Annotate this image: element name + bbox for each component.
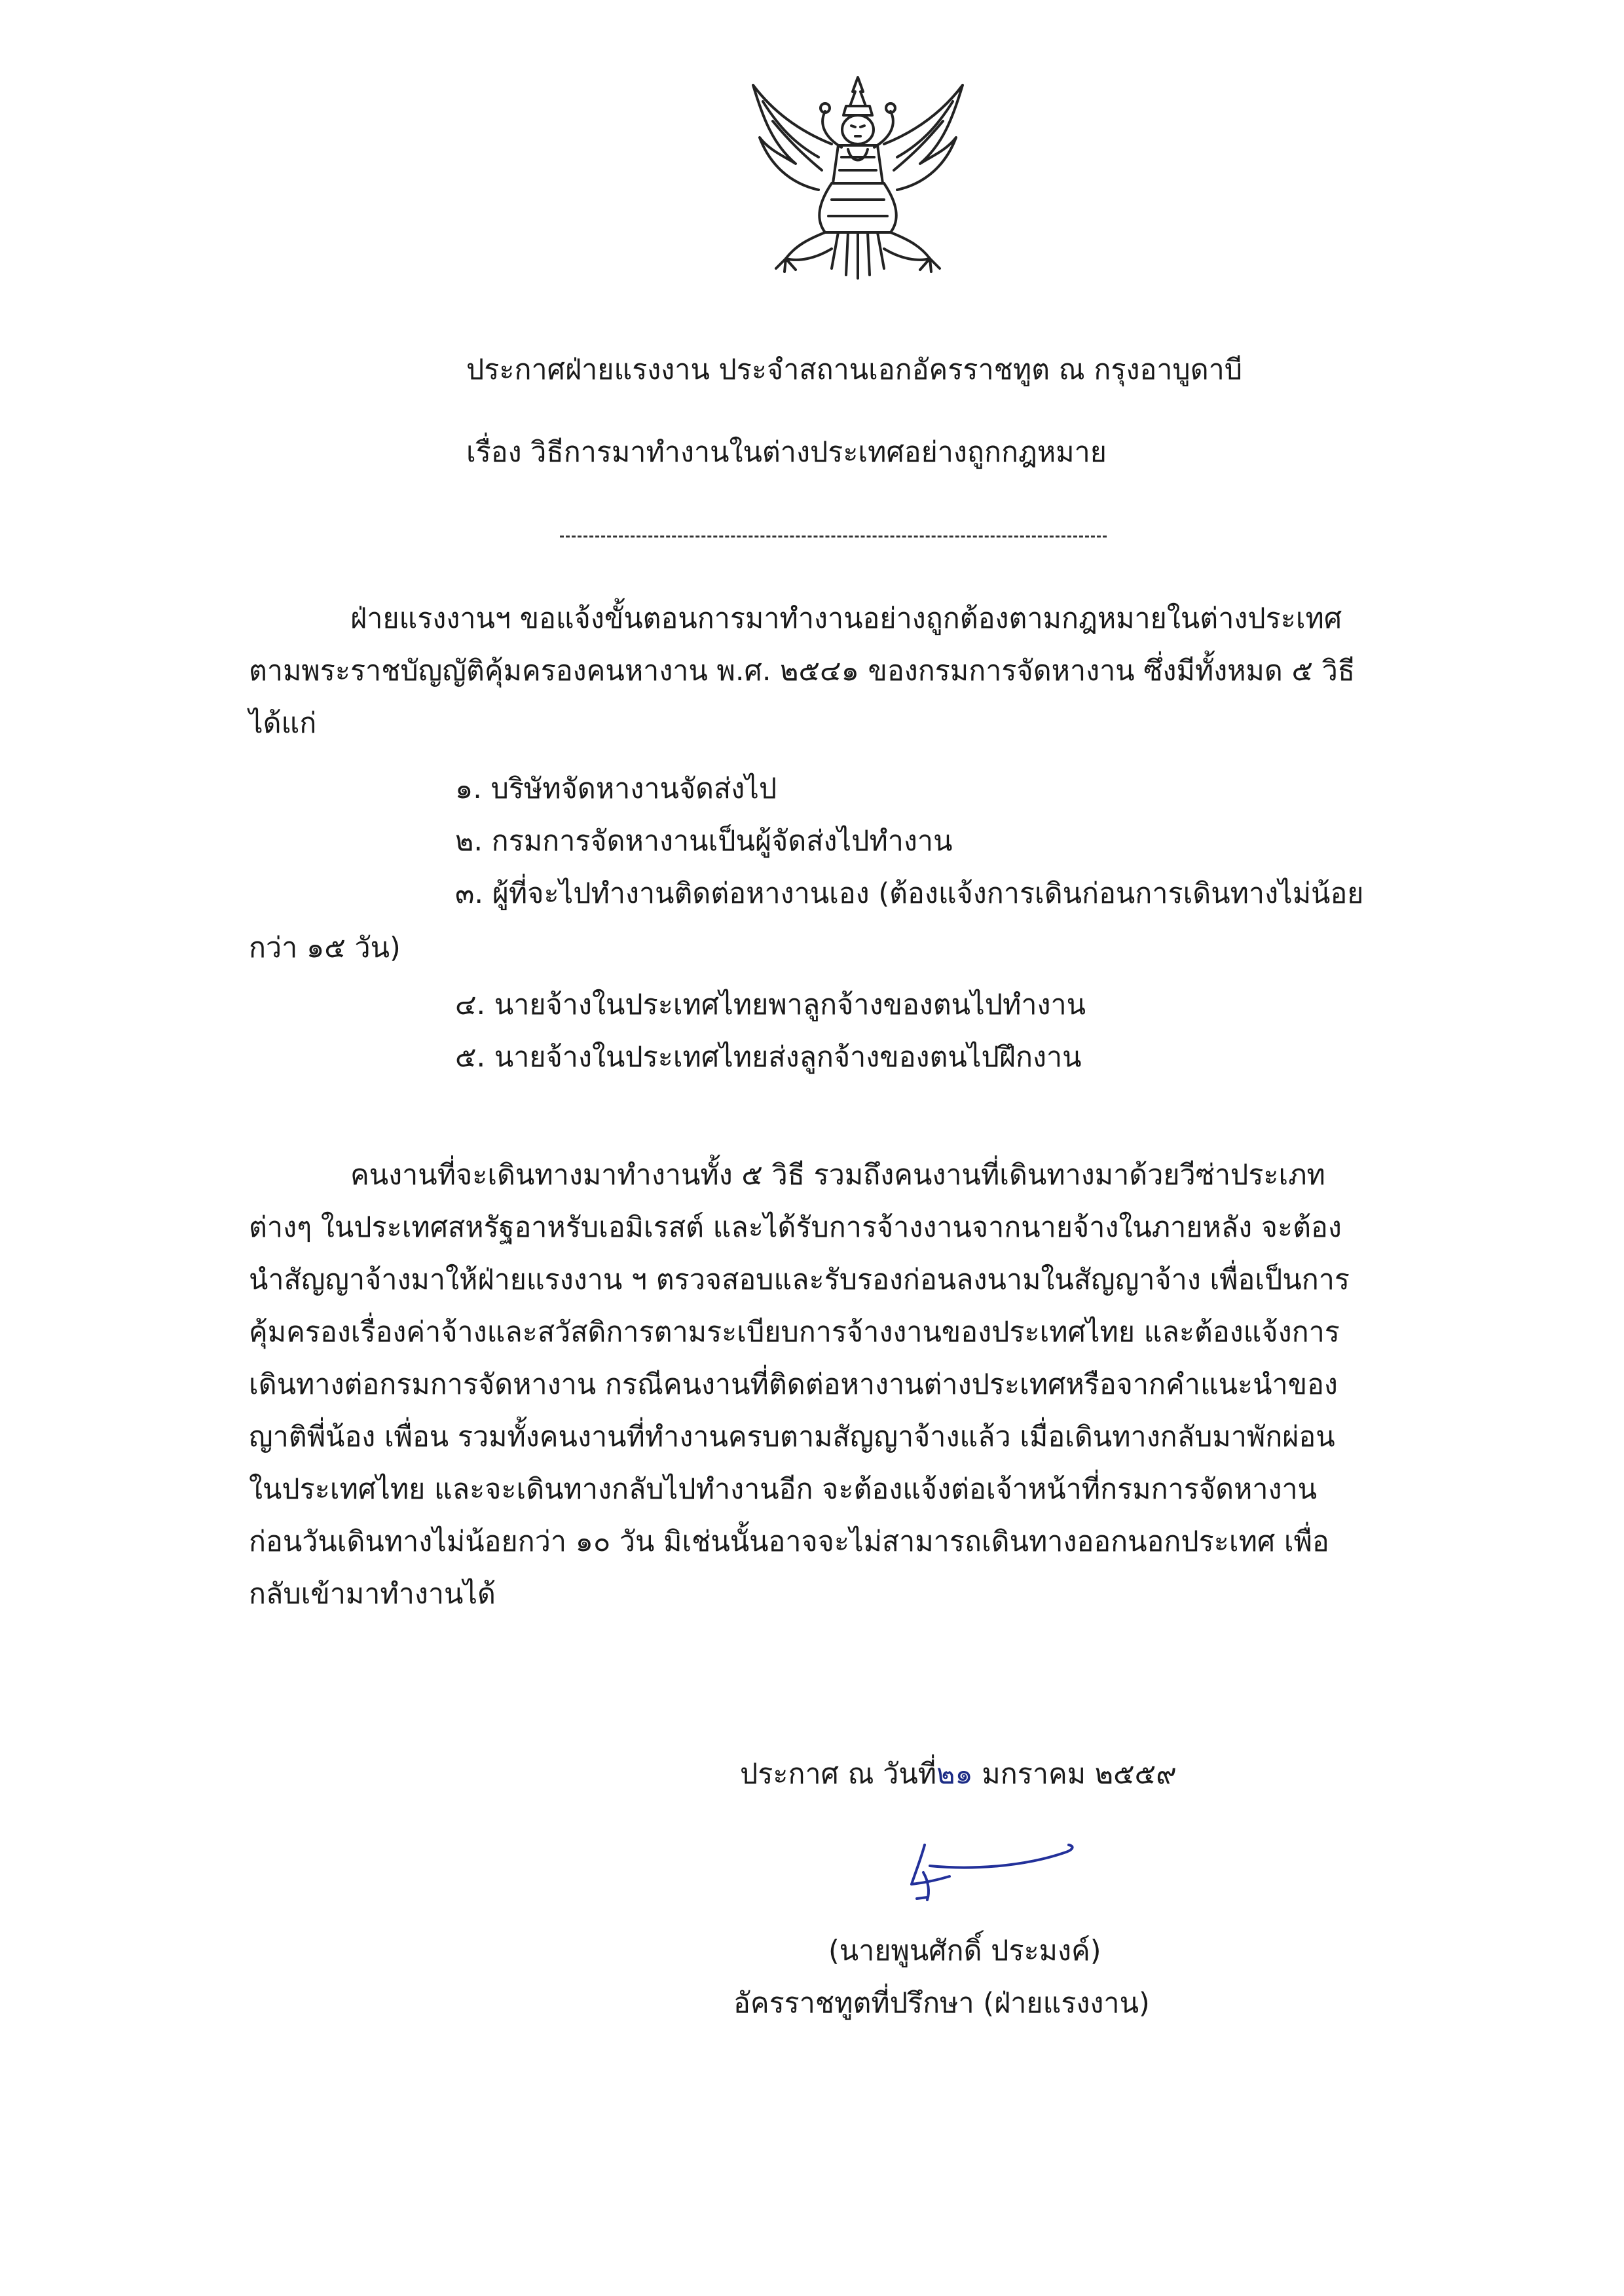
date-prefix: ประกาศ ณ วันที่ — [740, 1758, 937, 1791]
announcement-title: ประกาศฝ่ายแรงงาน ประจำสถานเอกอัครราชทูต ณ กรุงอาบูดาบี — [466, 354, 1243, 386]
method-item-3: ๓. ผู้ที่จะไปทำงานติดต่อหางานเอง (ต้องแจ้งการเดินก่อนการเดินทางไม่น้อย — [455, 877, 1364, 910]
method-item-4: ๔. นายจ้างในประเทศไทยพาลูกจ้างของตนไปทำงาน — [455, 989, 1086, 1021]
body-line-4: คุ้มครองเรื่องค่าจ้างและสวัสดิการตามระเบียบการจ้างงานของประเทศไทย และต้องแจ้งการ — [249, 1316, 1340, 1349]
announcement-date — [740, 1755, 1177, 1794]
intro-line-2: ตามพระราชบัญญัติคุ้มครองคนหางาน พ.ศ. ๒๕๔๑ ของกรมการจัดหางาน ซึ่งมีทั้งหมด ๕ วิธี — [249, 655, 1356, 687]
garuda-emblem-icon — [733, 72, 982, 295]
signatory-position: อัครราชทูตที่ปรึกษา (ฝ่ายแรงงาน) — [733, 1987, 1150, 2020]
intro-line-3: ได้แก่ — [249, 707, 317, 740]
subject-text: วิธีการมาทำงานในต่างประเทศอย่างถูกกฎหมาย — [530, 436, 1107, 469]
body-line-9: กลับเข้ามาทำงานได้ — [249, 1578, 496, 1611]
subject-line — [466, 433, 1107, 472]
date-month-year: มกราคม ๒๕๕๙ — [982, 1758, 1177, 1791]
date-day: ๒๑ — [936, 1758, 973, 1791]
body-line-7: ในประเทศไทย และจะเดินทางกลับไปทำงานอีก จะต้องแจ้งต่อเจ้าหน้าที่กรมการจัดหางาน — [249, 1473, 1318, 1506]
body-line-5: เดินทางต่อกรมการจัดหางาน กรณีคนงานที่ติดต่อหางานต่างประเทศหรือจากคำแนะนำของ — [249, 1368, 1338, 1401]
subject-label: เรื่อง — [466, 436, 522, 469]
body-line-8: ก่อนวันเดินทางไม่น้อยกว่า ๑๐ วัน มิเช่นนั้นอาจจะไม่สามารถเดินทางออกนอกประเทศ เพื่อ — [249, 1525, 1329, 1558]
intro-line-1: ฝ่ายแรงงานฯ ขอแจ้งขั้นตอนการมาทำงานอย่างถูกต้องตามกฎหมายในต่างประเทศ — [350, 602, 1342, 635]
method-item-1: ๑. บริษัทจัดหางานจัดส่งไป — [455, 773, 777, 805]
method-item-3-continuation: กว่า ๑๕ วัน) — [249, 932, 401, 964]
header-divider — [560, 536, 1107, 538]
signatory-name: (นายพูนศักดิ์ ประมงค์) — [828, 1935, 1101, 1967]
body-line-1: คนงานที่จะเดินทางมาทำงานทั้ง ๕ วิธี รวมถึงคนงานที่เดินทางมาด้วยวีซ่าประเภท — [350, 1159, 1325, 1192]
method-item-5: ๕. นายจ้างในประเทศไทยส่งลูกจ้างของตนไปฝึกงาน — [455, 1041, 1082, 1074]
body-line-6: ญาติพี่น้อง เพื่อน รวมทั้งคนงานที่ทำงานครบตามสัญญาจ้างแล้ว เมื่อเดินทางกลับมาพักผ่อน — [249, 1421, 1335, 1453]
signature-icon — [897, 1827, 1094, 1905]
body-line-2: ต่างๆ ในประเทศสหรัฐอาหรับเอมิเรสต์ และได้รับการจ้างงานจากนายจ้างในภายหลัง จะต้อง — [249, 1211, 1342, 1244]
method-item-2: ๒. กรมการจัดหางานเป็นผู้จัดส่งไปทำงาน — [455, 825, 953, 858]
body-line-3: นำสัญญาจ้างมาให้ฝ่ายแรงงาน ฯ ตรวจสอบและรับรองก่อนลงนามในสัญญาจ้าง เพื่อเป็นการ — [249, 1264, 1350, 1296]
